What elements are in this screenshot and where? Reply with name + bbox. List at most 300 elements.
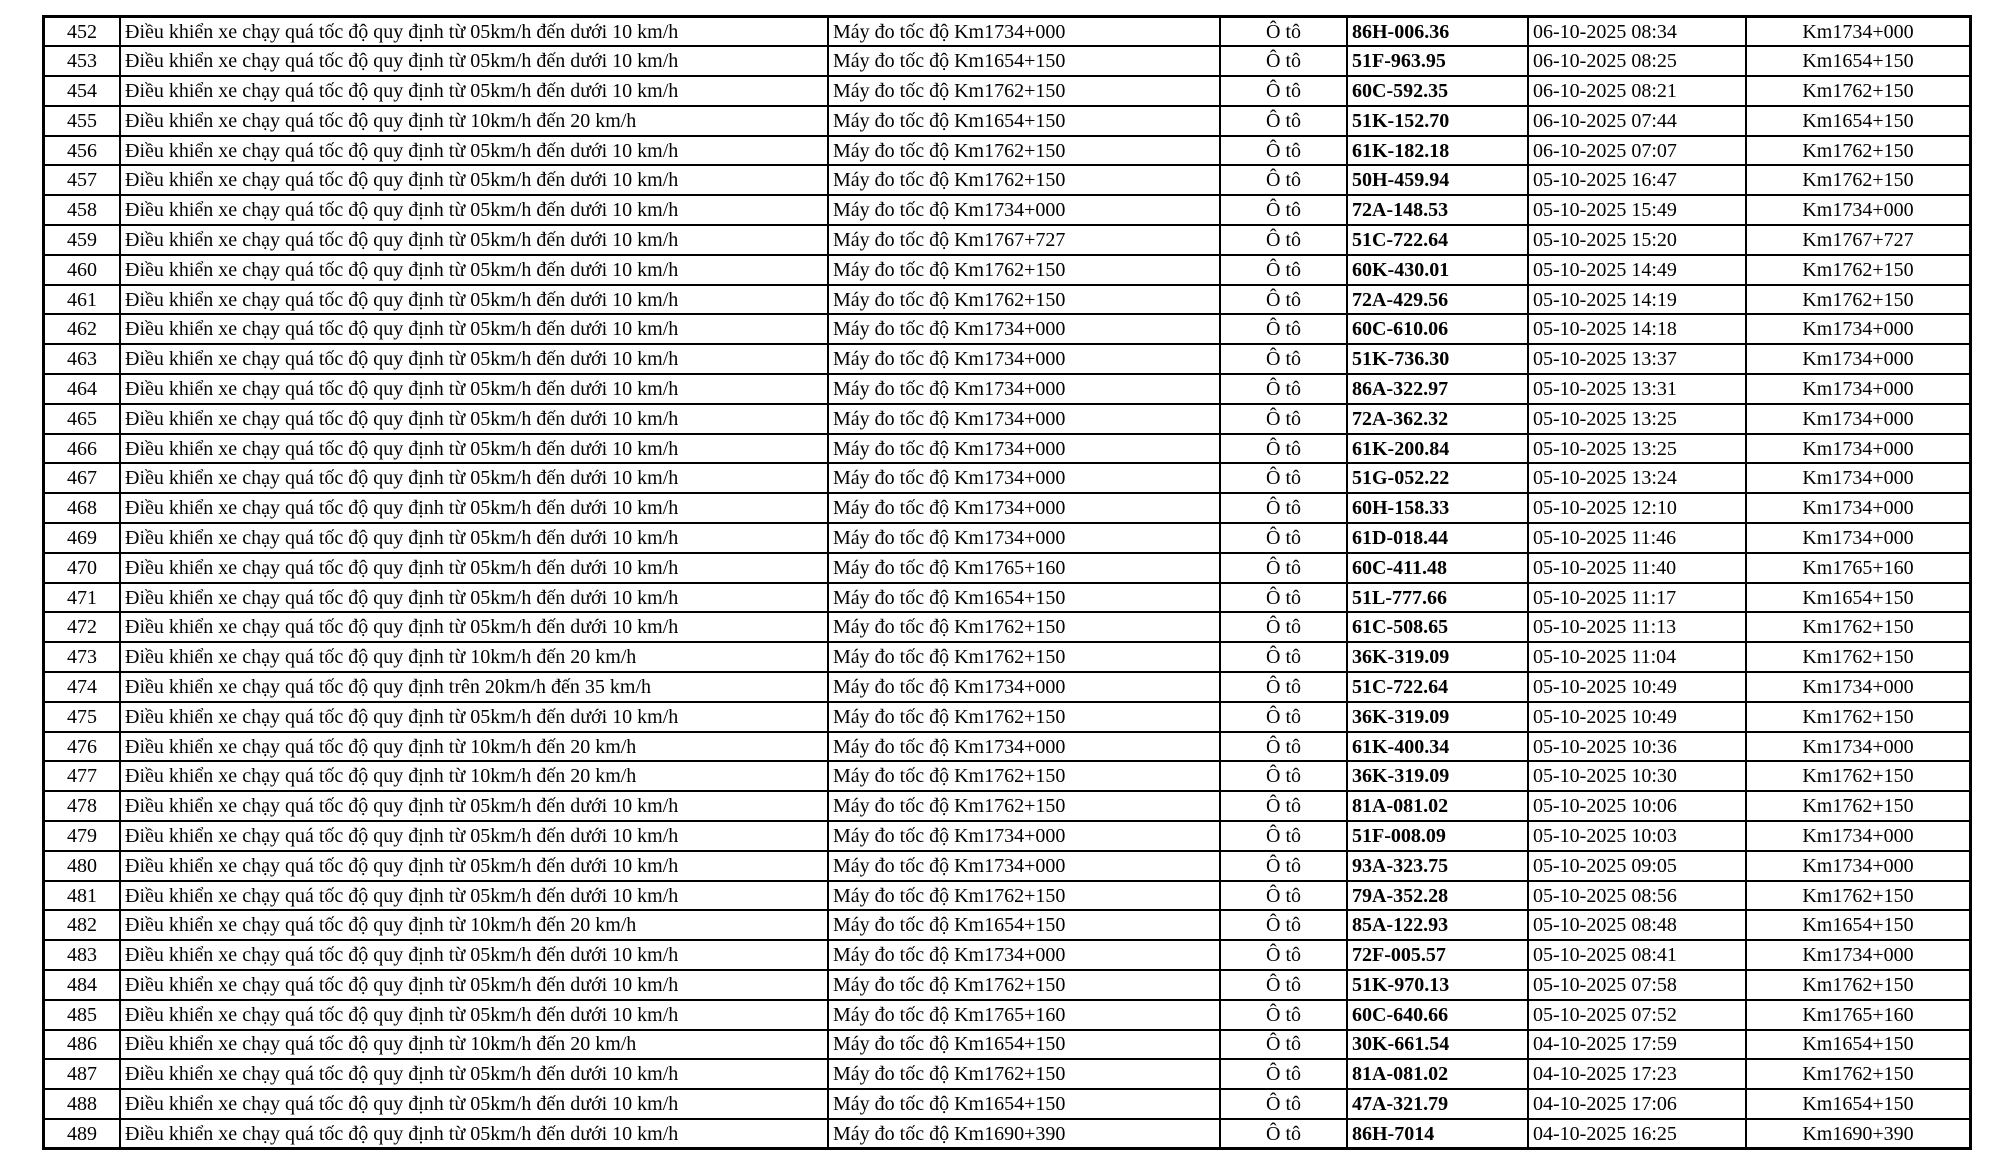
cell-row-number: 465 — [44, 404, 121, 434]
cell-vehicle-type: Ô tô — [1220, 970, 1347, 1000]
cell-row-number: 482 — [44, 910, 121, 940]
cell-measuring-device: Máy đo tốc độ Km1734+000 — [828, 374, 1220, 404]
table-row — [44, 225, 1971, 255]
cell-violation-description: Điều khiển xe chạy quá tốc độ quy định từ 05km/h đến dưới 10 km/h — [120, 46, 828, 76]
cell-location: Km1762+150 — [1746, 255, 1971, 285]
cell-violation-description: Điều khiển xe chạy quá tốc độ quy định từ 10km/h đến 20 km/h — [120, 1030, 828, 1060]
cell-measuring-device: Máy đo tốc độ Km1762+150 — [828, 1059, 1220, 1089]
cell-violation-datetime: 05-10-2025 10:49 — [1528, 672, 1746, 702]
cell-violation-description: Điều khiển xe chạy quá tốc độ quy định từ 05km/h đến dưới 10 km/h — [120, 1000, 828, 1030]
cell-row-number: 457 — [44, 165, 121, 195]
table-row — [44, 672, 1971, 702]
cell-location: Km1734+000 — [1746, 851, 1971, 881]
cell-location: Km1654+150 — [1746, 1030, 1971, 1060]
cell-violation-description: Điều khiển xe chạy quá tốc độ quy định từ 05km/h đến dưới 10 km/h — [120, 225, 828, 255]
cell-measuring-device: Máy đo tốc độ Km1734+000 — [828, 344, 1220, 374]
cell-license-plate: 86H-006.36 — [1347, 17, 1528, 47]
table-row — [44, 165, 1971, 195]
cell-violation-datetime: 05-10-2025 11:46 — [1528, 523, 1746, 553]
cell-row-number: 480 — [44, 851, 121, 881]
cell-violation-description: Điều khiển xe chạy quá tốc độ quy định từ 05km/h đến dưới 10 km/h — [120, 76, 828, 106]
cell-measuring-device: Máy đo tốc độ Km1762+150 — [828, 881, 1220, 911]
cell-license-plate: 51L-777.66 — [1347, 583, 1528, 613]
table-row — [44, 940, 1971, 970]
cell-measuring-device: Máy đo tốc độ Km1734+000 — [828, 404, 1220, 434]
cell-measuring-device: Máy đo tốc độ Km1765+160 — [828, 1000, 1220, 1030]
cell-location: Km1762+150 — [1746, 165, 1971, 195]
cell-violation-description: Điều khiển xe chạy quá tốc độ quy định từ 05km/h đến dưới 10 km/h — [120, 404, 828, 434]
cell-vehicle-type: Ô tô — [1220, 1089, 1347, 1119]
cell-row-number: 469 — [44, 523, 121, 553]
cell-license-plate: 60C-411.48 — [1347, 553, 1528, 583]
table-row — [44, 702, 1971, 732]
cell-measuring-device: Máy đo tốc độ Km1762+150 — [828, 285, 1220, 315]
cell-row-number: 463 — [44, 344, 121, 374]
cell-measuring-device: Máy đo tốc độ Km1654+150 — [828, 106, 1220, 136]
cell-location: Km1654+150 — [1746, 583, 1971, 613]
cell-violation-datetime: 05-10-2025 13:31 — [1528, 374, 1746, 404]
cell-vehicle-type: Ô tô — [1220, 493, 1347, 523]
cell-violation-description: Điều khiển xe chạy quá tốc độ quy định từ 05km/h đến dưới 10 km/h — [120, 463, 828, 493]
cell-row-number: 475 — [44, 702, 121, 732]
table-row — [44, 106, 1971, 136]
cell-license-plate: 36K-319.09 — [1347, 642, 1528, 672]
cell-row-number: 452 — [44, 17, 121, 47]
cell-vehicle-type: Ô tô — [1220, 732, 1347, 762]
cell-vehicle-type: Ô tô — [1220, 46, 1347, 76]
cell-license-plate: 60C-610.06 — [1347, 314, 1528, 344]
cell-vehicle-type: Ô tô — [1220, 404, 1347, 434]
cell-violation-datetime: 05-10-2025 10:36 — [1528, 732, 1746, 762]
cell-violation-datetime: 05-10-2025 09:05 — [1528, 851, 1746, 881]
table-row — [44, 46, 1971, 76]
cell-measuring-device: Máy đo tốc độ Km1690+390 — [828, 1119, 1220, 1149]
violations-table-body — [44, 17, 1971, 1149]
cell-violation-datetime: 06-10-2025 08:21 — [1528, 76, 1746, 106]
cell-location: Km1767+727 — [1746, 225, 1971, 255]
table-row — [44, 1000, 1971, 1030]
table-row — [44, 17, 1971, 47]
cell-location: Km1762+150 — [1746, 76, 1971, 106]
cell-row-number: 458 — [44, 195, 121, 225]
table-row — [44, 732, 1971, 762]
cell-license-plate: 50H-459.94 — [1347, 165, 1528, 195]
cell-row-number: 455 — [44, 106, 121, 136]
cell-row-number: 461 — [44, 285, 121, 315]
cell-violation-description: Điều khiển xe chạy quá tốc độ quy định từ 05km/h đến dưới 10 km/h — [120, 821, 828, 851]
table-row — [44, 851, 1971, 881]
cell-measuring-device: Máy đo tốc độ Km1762+150 — [828, 165, 1220, 195]
cell-location: Km1734+000 — [1746, 493, 1971, 523]
cell-row-number: 474 — [44, 672, 121, 702]
cell-violation-datetime: 05-10-2025 15:49 — [1528, 195, 1746, 225]
table-row — [44, 76, 1971, 106]
cell-location: Km1765+160 — [1746, 1000, 1971, 1030]
cell-row-number: 467 — [44, 463, 121, 493]
cell-vehicle-type: Ô tô — [1220, 76, 1347, 106]
cell-vehicle-type: Ô tô — [1220, 791, 1347, 821]
cell-violation-datetime: 04-10-2025 16:25 — [1528, 1119, 1746, 1149]
table-row — [44, 1059, 1971, 1089]
cell-measuring-device: Máy đo tốc độ Km1654+150 — [828, 1089, 1220, 1119]
cell-license-plate: 72A-362.32 — [1347, 404, 1528, 434]
cell-vehicle-type: Ô tô — [1220, 285, 1347, 315]
cell-location: Km1762+150 — [1746, 1059, 1971, 1089]
cell-license-plate: 60C-592.35 — [1347, 76, 1528, 106]
table-row — [44, 523, 1971, 553]
cell-vehicle-type: Ô tô — [1220, 940, 1347, 970]
cell-location: Km1734+000 — [1746, 17, 1971, 47]
cell-location: Km1690+390 — [1746, 1119, 1971, 1149]
cell-row-number: 468 — [44, 493, 121, 523]
table-row — [44, 642, 1971, 672]
cell-violation-description: Điều khiển xe chạy quá tốc độ quy định từ 05km/h đến dưới 10 km/h — [120, 344, 828, 374]
cell-row-number: 464 — [44, 374, 121, 404]
cell-license-plate: 93A-323.75 — [1347, 851, 1528, 881]
cell-violation-datetime: 04-10-2025 17:23 — [1528, 1059, 1746, 1089]
cell-violation-datetime: 05-10-2025 08:56 — [1528, 881, 1746, 911]
cell-license-plate: 72A-429.56 — [1347, 285, 1528, 315]
cell-location: Km1734+000 — [1746, 672, 1971, 702]
cell-license-plate: 61K-182.18 — [1347, 136, 1528, 166]
cell-row-number: 483 — [44, 940, 121, 970]
cell-row-number: 456 — [44, 136, 121, 166]
cell-violation-description: Điều khiển xe chạy quá tốc độ quy định từ 05km/h đến dưới 10 km/h — [120, 165, 828, 195]
cell-violation-datetime: 05-10-2025 11:13 — [1528, 612, 1746, 642]
cell-vehicle-type: Ô tô — [1220, 821, 1347, 851]
cell-violation-datetime: 05-10-2025 08:48 — [1528, 910, 1746, 940]
cell-vehicle-type: Ô tô — [1220, 195, 1347, 225]
cell-location: Km1762+150 — [1746, 970, 1971, 1000]
cell-measuring-device: Máy đo tốc độ Km1654+150 — [828, 1030, 1220, 1060]
cell-vehicle-type: Ô tô — [1220, 851, 1347, 881]
cell-violation-description: Điều khiển xe chạy quá tốc độ quy định từ 05km/h đến dưới 10 km/h — [120, 791, 828, 821]
cell-location: Km1734+000 — [1746, 314, 1971, 344]
cell-location: Km1734+000 — [1746, 344, 1971, 374]
cell-vehicle-type: Ô tô — [1220, 583, 1347, 613]
cell-measuring-device: Máy đo tốc độ Km1734+000 — [828, 493, 1220, 523]
cell-violation-datetime: 05-10-2025 13:24 — [1528, 463, 1746, 493]
cell-license-plate: 51G-052.22 — [1347, 463, 1528, 493]
table-row — [44, 285, 1971, 315]
cell-violation-description: Điều khiển xe chạy quá tốc độ quy định từ 05km/h đến dưới 10 km/h — [120, 136, 828, 166]
cell-violation-description: Điều khiển xe chạy quá tốc độ quy định từ 05km/h đến dưới 10 km/h — [120, 523, 828, 553]
cell-violation-datetime: 04-10-2025 17:06 — [1528, 1089, 1746, 1119]
cell-location: Km1762+150 — [1746, 791, 1971, 821]
cell-license-plate: 51F-963.95 — [1347, 46, 1528, 76]
cell-vehicle-type: Ô tô — [1220, 255, 1347, 285]
cell-location: Km1734+000 — [1746, 940, 1971, 970]
cell-violation-datetime: 05-10-2025 13:25 — [1528, 434, 1746, 464]
cell-violation-description: Điều khiển xe chạy quá tốc độ quy định từ 05km/h đến dưới 10 km/h — [120, 374, 828, 404]
cell-row-number: 459 — [44, 225, 121, 255]
cell-measuring-device: Máy đo tốc độ Km1734+000 — [828, 732, 1220, 762]
table-row — [44, 314, 1971, 344]
cell-vehicle-type: Ô tô — [1220, 612, 1347, 642]
cell-violation-description: Điều khiển xe chạy quá tốc độ quy định từ 05km/h đến dưới 10 km/h — [120, 940, 828, 970]
cell-license-plate: 61K-200.84 — [1347, 434, 1528, 464]
cell-vehicle-type: Ô tô — [1220, 881, 1347, 911]
cell-violation-description: Điều khiển xe chạy quá tốc độ quy định từ 10km/h đến 20 km/h — [120, 761, 828, 791]
cell-measuring-device: Máy đo tốc độ Km1762+150 — [828, 791, 1220, 821]
cell-vehicle-type: Ô tô — [1220, 672, 1347, 702]
cell-location: Km1734+000 — [1746, 821, 1971, 851]
cell-row-number: 466 — [44, 434, 121, 464]
cell-row-number: 485 — [44, 1000, 121, 1030]
cell-license-plate: 51K-152.70 — [1347, 106, 1528, 136]
cell-violation-datetime: 05-10-2025 14:18 — [1528, 314, 1746, 344]
cell-measuring-device: Máy đo tốc độ Km1654+150 — [828, 46, 1220, 76]
cell-violation-datetime: 05-10-2025 13:25 — [1528, 404, 1746, 434]
cell-location: Km1765+160 — [1746, 553, 1971, 583]
cell-row-number: 460 — [44, 255, 121, 285]
cell-license-plate: 79A-352.28 — [1347, 881, 1528, 911]
cell-violation-datetime: 05-10-2025 12:10 — [1528, 493, 1746, 523]
cell-vehicle-type: Ô tô — [1220, 374, 1347, 404]
cell-violation-description: Điều khiển xe chạy quá tốc độ quy định từ 05km/h đến dưới 10 km/h — [120, 17, 828, 47]
cell-measuring-device: Máy đo tốc độ Km1762+150 — [828, 761, 1220, 791]
cell-license-plate: 61K-400.34 — [1347, 732, 1528, 762]
cell-violation-description: Điều khiển xe chạy quá tốc độ quy định từ 10km/h đến 20 km/h — [120, 106, 828, 136]
cell-location: Km1762+150 — [1746, 761, 1971, 791]
cell-violation-description: Điều khiển xe chạy quá tốc độ quy định từ 05km/h đến dưới 10 km/h — [120, 881, 828, 911]
cell-measuring-device: Máy đo tốc độ Km1654+150 — [828, 910, 1220, 940]
cell-measuring-device: Máy đo tốc độ Km1762+150 — [828, 642, 1220, 672]
table-row — [44, 136, 1971, 166]
cell-vehicle-type: Ô tô — [1220, 910, 1347, 940]
cell-license-plate: 81A-081.02 — [1347, 1059, 1528, 1089]
cell-violation-datetime: 04-10-2025 17:59 — [1528, 1030, 1746, 1060]
table-row — [44, 881, 1971, 911]
table-row — [44, 374, 1971, 404]
cell-vehicle-type: Ô tô — [1220, 523, 1347, 553]
cell-violation-description: Điều khiển xe chạy quá tốc độ quy định từ 05km/h đến dưới 10 km/h — [120, 702, 828, 732]
cell-vehicle-type: Ô tô — [1220, 1000, 1347, 1030]
cell-location: Km1762+150 — [1746, 702, 1971, 732]
cell-violation-datetime: 05-10-2025 07:58 — [1528, 970, 1746, 1000]
cell-vehicle-type: Ô tô — [1220, 642, 1347, 672]
cell-license-plate: 81A-081.02 — [1347, 791, 1528, 821]
cell-violation-datetime: 05-10-2025 10:49 — [1528, 702, 1746, 732]
cell-row-number: 471 — [44, 583, 121, 613]
cell-license-plate: 36K-319.09 — [1347, 761, 1528, 791]
cell-vehicle-type: Ô tô — [1220, 106, 1347, 136]
table-row — [44, 970, 1971, 1000]
cell-measuring-device: Máy đo tốc độ Km1762+150 — [828, 136, 1220, 166]
cell-violation-description: Điều khiển xe chạy quá tốc độ quy định từ 10km/h đến 20 km/h — [120, 910, 828, 940]
cell-violation-description: Điều khiển xe chạy quá tốc độ quy định từ 05km/h đến dưới 10 km/h — [120, 314, 828, 344]
cell-violation-datetime: 05-10-2025 15:20 — [1528, 225, 1746, 255]
cell-measuring-device: Máy đo tốc độ Km1734+000 — [828, 523, 1220, 553]
cell-violation-datetime: 05-10-2025 07:52 — [1528, 1000, 1746, 1030]
cell-measuring-device: Máy đo tốc độ Km1762+150 — [828, 255, 1220, 285]
cell-location: Km1734+000 — [1746, 732, 1971, 762]
cell-license-plate: 30K-661.54 — [1347, 1030, 1528, 1060]
cell-location: Km1654+150 — [1746, 910, 1971, 940]
cell-violation-datetime: 05-10-2025 11:04 — [1528, 642, 1746, 672]
cell-measuring-device: Máy đo tốc độ Km1734+000 — [828, 314, 1220, 344]
cell-measuring-device: Máy đo tốc độ Km1734+000 — [828, 17, 1220, 47]
table-row — [44, 195, 1971, 225]
cell-violation-description: Điều khiển xe chạy quá tốc độ quy định từ 05km/h đến dưới 10 km/h — [120, 1089, 828, 1119]
cell-vehicle-type: Ô tô — [1220, 344, 1347, 374]
cell-vehicle-type: Ô tô — [1220, 225, 1347, 255]
table-row — [44, 1030, 1971, 1060]
table-row — [44, 583, 1971, 613]
cell-violation-description: Điều khiển xe chạy quá tốc độ quy định từ 05km/h đến dưới 10 km/h — [120, 1059, 828, 1089]
cell-measuring-device: Máy đo tốc độ Km1654+150 — [828, 583, 1220, 613]
cell-license-plate: 72A-148.53 — [1347, 195, 1528, 225]
cell-license-plate: 51F-008.09 — [1347, 821, 1528, 851]
cell-row-number: 477 — [44, 761, 121, 791]
cell-license-plate: 51K-736.30 — [1347, 344, 1528, 374]
cell-violation-datetime: 06-10-2025 08:25 — [1528, 46, 1746, 76]
cell-violation-description: Điều khiển xe chạy quá tốc độ quy định từ 05km/h đến dưới 10 km/h — [120, 434, 828, 464]
cell-vehicle-type: Ô tô — [1220, 314, 1347, 344]
cell-vehicle-type: Ô tô — [1220, 553, 1347, 583]
cell-location: Km1762+150 — [1746, 642, 1971, 672]
cell-violation-description: Điều khiển xe chạy quá tốc độ quy định từ 05km/h đến dưới 10 km/h — [120, 553, 828, 583]
table-row — [44, 612, 1971, 642]
cell-location: Km1734+000 — [1746, 404, 1971, 434]
cell-row-number: 454 — [44, 76, 121, 106]
cell-violation-datetime: 05-10-2025 10:03 — [1528, 821, 1746, 851]
cell-location: Km1654+150 — [1746, 1089, 1971, 1119]
cell-license-plate: 51K-970.13 — [1347, 970, 1528, 1000]
cell-violation-datetime: 05-10-2025 14:19 — [1528, 285, 1746, 315]
table-row — [44, 1119, 1971, 1149]
cell-measuring-device: Máy đo tốc độ Km1762+150 — [828, 612, 1220, 642]
cell-violation-description: Điều khiển xe chạy quá tốc độ quy định từ 05km/h đến dưới 10 km/h — [120, 583, 828, 613]
cell-vehicle-type: Ô tô — [1220, 1119, 1347, 1149]
cell-violation-datetime: 06-10-2025 07:44 — [1528, 106, 1746, 136]
cell-row-number: 453 — [44, 46, 121, 76]
cell-vehicle-type: Ô tô — [1220, 434, 1347, 464]
table-row — [44, 553, 1971, 583]
cell-vehicle-type: Ô tô — [1220, 463, 1347, 493]
table-row — [44, 791, 1971, 821]
table-row — [44, 434, 1971, 464]
cell-row-number: 472 — [44, 612, 121, 642]
cell-license-plate: 60K-430.01 — [1347, 255, 1528, 285]
cell-license-plate: 60H-158.33 — [1347, 493, 1528, 523]
cell-license-plate: 36K-319.09 — [1347, 702, 1528, 732]
cell-vehicle-type: Ô tô — [1220, 1030, 1347, 1060]
cell-violation-description: Điều khiển xe chạy quá tốc độ quy định từ 05km/h đến dưới 10 km/h — [120, 612, 828, 642]
cell-measuring-device: Máy đo tốc độ Km1734+000 — [828, 821, 1220, 851]
cell-location: Km1654+150 — [1746, 106, 1971, 136]
cell-violation-datetime: 05-10-2025 08:41 — [1528, 940, 1746, 970]
cell-measuring-device: Máy đo tốc độ Km1734+000 — [828, 463, 1220, 493]
cell-row-number: 479 — [44, 821, 121, 851]
table-row — [44, 1089, 1971, 1119]
cell-location: Km1734+000 — [1746, 195, 1971, 225]
table-row — [44, 404, 1971, 434]
cell-row-number: 470 — [44, 553, 121, 583]
cell-violation-description: Điều khiển xe chạy quá tốc độ quy định từ 05km/h đến dưới 10 km/h — [120, 493, 828, 523]
cell-vehicle-type: Ô tô — [1220, 761, 1347, 791]
table-row — [44, 761, 1971, 791]
cell-license-plate: 61C-508.65 — [1347, 612, 1528, 642]
cell-row-number: 473 — [44, 642, 121, 672]
cell-violation-datetime: 05-10-2025 11:17 — [1528, 583, 1746, 613]
cell-measuring-device: Máy đo tốc độ Km1767+727 — [828, 225, 1220, 255]
table-row — [44, 821, 1971, 851]
cell-measuring-device: Máy đo tốc độ Km1762+150 — [828, 970, 1220, 1000]
cell-license-plate: 72F-005.57 — [1347, 940, 1528, 970]
cell-measuring-device: Máy đo tốc độ Km1734+000 — [828, 940, 1220, 970]
cell-measuring-device: Máy đo tốc độ Km1734+000 — [828, 195, 1220, 225]
cell-location: Km1762+150 — [1746, 136, 1971, 166]
cell-violation-description: Điều khiển xe chạy quá tốc độ quy định từ 10km/h đến 20 km/h — [120, 642, 828, 672]
cell-row-number: 488 — [44, 1089, 121, 1119]
cell-location: Km1762+150 — [1746, 285, 1971, 315]
cell-license-plate: 85A-122.93 — [1347, 910, 1528, 940]
cell-violation-description: Điều khiển xe chạy quá tốc độ quy định trên 20km/h đến 35 km/h — [120, 672, 828, 702]
cell-vehicle-type: Ô tô — [1220, 136, 1347, 166]
cell-row-number: 481 — [44, 881, 121, 911]
cell-violation-description: Điều khiển xe chạy quá tốc độ quy định từ 05km/h đến dưới 10 km/h — [120, 255, 828, 285]
cell-license-plate: 61D-018.44 — [1347, 523, 1528, 553]
cell-violation-description: Điều khiển xe chạy quá tốc độ quy định từ 05km/h đến dưới 10 km/h — [120, 970, 828, 1000]
cell-measuring-device: Máy đo tốc độ Km1762+150 — [828, 702, 1220, 732]
cell-license-plate: 86H-7014 — [1347, 1119, 1528, 1149]
cell-location: Km1654+150 — [1746, 46, 1971, 76]
cell-violation-datetime: 05-10-2025 13:37 — [1528, 344, 1746, 374]
cell-row-number: 487 — [44, 1059, 121, 1089]
cell-license-plate: 51C-722.64 — [1347, 225, 1528, 255]
cell-measuring-device: Máy đo tốc độ Km1734+000 — [828, 851, 1220, 881]
cell-location: Km1762+150 — [1746, 881, 1971, 911]
cell-vehicle-type: Ô tô — [1220, 1059, 1347, 1089]
cell-row-number: 476 — [44, 732, 121, 762]
cell-license-plate: 86A-322.97 — [1347, 374, 1528, 404]
cell-violation-datetime: 05-10-2025 16:47 — [1528, 165, 1746, 195]
table-row — [44, 493, 1971, 523]
cell-measuring-device: Máy đo tốc độ Km1762+150 — [828, 76, 1220, 106]
cell-location: Km1734+000 — [1746, 374, 1971, 404]
cell-violation-datetime: 05-10-2025 11:40 — [1528, 553, 1746, 583]
cell-violation-description: Điều khiển xe chạy quá tốc độ quy định từ 05km/h đến dưới 10 km/h — [120, 851, 828, 881]
cell-license-plate: 51C-722.64 — [1347, 672, 1528, 702]
cell-violation-datetime: 05-10-2025 10:06 — [1528, 791, 1746, 821]
cell-vehicle-type: Ô tô — [1220, 165, 1347, 195]
table-row — [44, 463, 1971, 493]
cell-violation-description: Điều khiển xe chạy quá tốc độ quy định từ 05km/h đến dưới 10 km/h — [120, 1119, 828, 1149]
cell-row-number: 462 — [44, 314, 121, 344]
cell-measuring-device: Máy đo tốc độ Km1734+000 — [828, 672, 1220, 702]
cell-location: Km1762+150 — [1746, 612, 1971, 642]
cell-row-number: 489 — [44, 1119, 121, 1149]
table-row — [44, 344, 1971, 374]
cell-row-number: 478 — [44, 791, 121, 821]
cell-measuring-device: Máy đo tốc độ Km1765+160 — [828, 553, 1220, 583]
cell-location: Km1734+000 — [1746, 463, 1971, 493]
cell-violation-description: Điều khiển xe chạy quá tốc độ quy định từ 05km/h đến dưới 10 km/h — [120, 285, 828, 315]
cell-location: Km1734+000 — [1746, 523, 1971, 553]
cell-row-number: 484 — [44, 970, 121, 1000]
cell-violation-description: Điều khiển xe chạy quá tốc độ quy định từ 05km/h đến dưới 10 km/h — [120, 195, 828, 225]
violations-table — [42, 15, 1972, 1150]
cell-violation-datetime: 06-10-2025 08:34 — [1528, 17, 1746, 47]
cell-location: Km1734+000 — [1746, 434, 1971, 464]
cell-license-plate: 47A-321.79 — [1347, 1089, 1528, 1119]
cell-vehicle-type: Ô tô — [1220, 702, 1347, 732]
cell-violation-datetime: 06-10-2025 07:07 — [1528, 136, 1746, 166]
cell-violation-datetime: 05-10-2025 14:49 — [1528, 255, 1746, 285]
cell-violation-datetime: 05-10-2025 10:30 — [1528, 761, 1746, 791]
table-row — [44, 910, 1971, 940]
